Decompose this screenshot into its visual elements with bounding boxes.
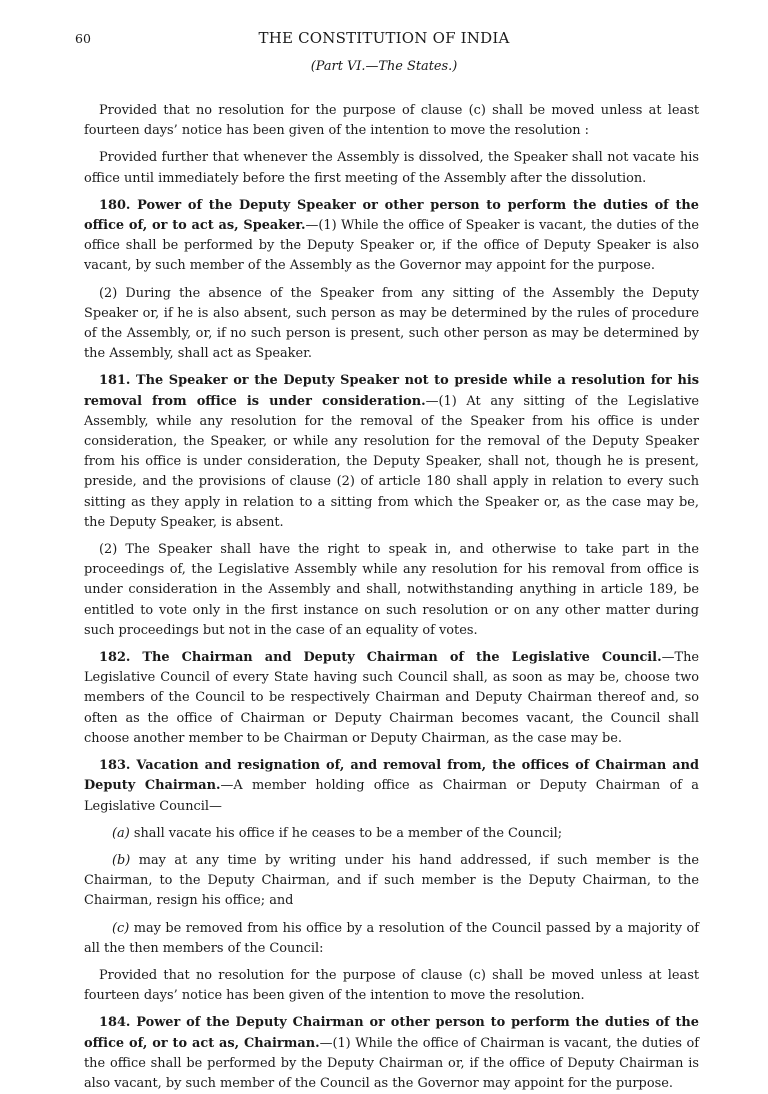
proviso-paragraph: Provided that no resolution for the purpose of clause (c) shall be moved unless at least fourteen days’ notice has been given of the intention to move the resolution :	[84, 103, 699, 139]
article-heading: 182. The Chairman and Deputy Chairman of the Legislative Council.	[99, 650, 662, 666]
article-text: —(1) While the office of Speaker is vacant, the duties of the office shall be performed by the Deputy Speaker or, if the office of Deputy Speaker is also vacant, by such member of the Assembly as the Governor may appoint for the purpose.	[84, 218, 700, 274]
proviso-paragraph: Provided further that whenever the Assembly is dissolved, the Speaker shall not vacate his office until immediately before the first meeting of the Assembly after the dissolution.	[84, 150, 699, 186]
item-text: shall vacate his office if he ceases to be a member of the Council;	[129, 825, 563, 841]
page-number: 60	[75, 31, 91, 46]
article-heading: 180. Power of the Deputy Speaker or other person to perform the duties of the office of, or to act as, Speaker.	[84, 197, 699, 234]
article-text: —(1) While the office of Chairman is vacant, the duties of the office shall be performed by the Deputy Chairman or, if the office of Deputy Chairman is also vacant, by such member of the Council as the Governor may appoint for the purpose.	[84, 1035, 699, 1091]
clause-paragraph: (2) The Speaker shall have the right to speak in, and otherwise to take part in the proceedings of, the Legislative Assembly while any resolution for his removal from office is under consideration in the Assembly and shall, notwithstanding anything in article 189, be entitled to vote only in the first instance on such resolution or on any other matter during such proceedings but not in the case of an equality of votes.	[84, 542, 699, 638]
article-heading: 184. Power of the Deputy Chairman or other person to perform the duties of the office of, or to act as, Chairman.	[84, 1015, 699, 1051]
article-181	[84, 371, 699, 533]
article-183	[84, 756, 699, 817]
clause-paragraph: (2) During the absence of the Speaker from any sitting of the Assembly the Deputy Speaker or, if he is also absent, such person as may be determined by the rules of procedure of the Assembly, or, if no such person is present, such other person as may be determined by the Assembly, shall act as Speaker.	[84, 285, 699, 362]
article-180	[84, 196, 699, 277]
list-item	[84, 919, 699, 959]
item-text: may at any time by writing under his hand addressed, if such member is the Chairman, to the Deputy Chairman, and if such member is the Deputy Chairman, to the Chairman, resign his office; and	[84, 852, 699, 909]
list-item	[84, 824, 699, 844]
article-182	[84, 648, 699, 749]
item-marker: (c)	[112, 920, 130, 936]
list-item	[84, 851, 699, 912]
item-marker: (a)	[112, 825, 130, 841]
article-heading: 181. The Speaker or the Deputy Speaker not to preside while a resolution for his removal from office is under consideration.	[84, 373, 699, 409]
article-184	[84, 1013, 699, 1094]
article-heading: 183. Vacation and resignation of, and removal from, the offices of Chairman and Deputy Chairman.	[84, 758, 699, 794]
article-text: —The Legislative Council of every State having such Council shall, as soon as may be, choose two members of the Council to be respectively Chairman and Deputy Chairman thereof and, so often as the office of Chairman or Deputy Chairman becomes vacant, the Council shall choose another member to be Chairman or Deputy Chairman, as the case may be.	[84, 650, 699, 746]
item-marker: (b)	[112, 852, 131, 868]
part-subtitle: (Part VI.—The States.)	[310, 59, 458, 74]
article-text: —(1) At any sitting of the Legislative Assembly, while any resolution for the removal of the Speaker from his office is under consideration, the Speaker, or while any resolution for the removal of the Deputy Speaker from his office is under consideration, the Deputy Speaker, shall not, though he is present, preside, and the provisions of clause (2) of article 180 shall apply in relation to every such sitting as they apply in relation to a sitting from which the Speaker or, as the case may be, the Deputy Speaker, is absent.	[84, 393, 700, 530]
proviso-paragraph: Provided that no resolution for the purpose of clause (c) shall be moved unless at least fourteen days’ notice has been given of the intention to move the resolution.	[84, 967, 699, 1004]
article-text: —A member holding office as Chairman or Deputy Chairman of a Legislative Council—	[84, 778, 699, 814]
document-body	[84, 101, 699, 1094]
page-title: THE CONSTITUTION OF INDIA	[258, 29, 510, 47]
item-text: may be removed from his office by a resolution of the Council passed by a majority of all the then members of the Council:	[84, 920, 699, 956]
